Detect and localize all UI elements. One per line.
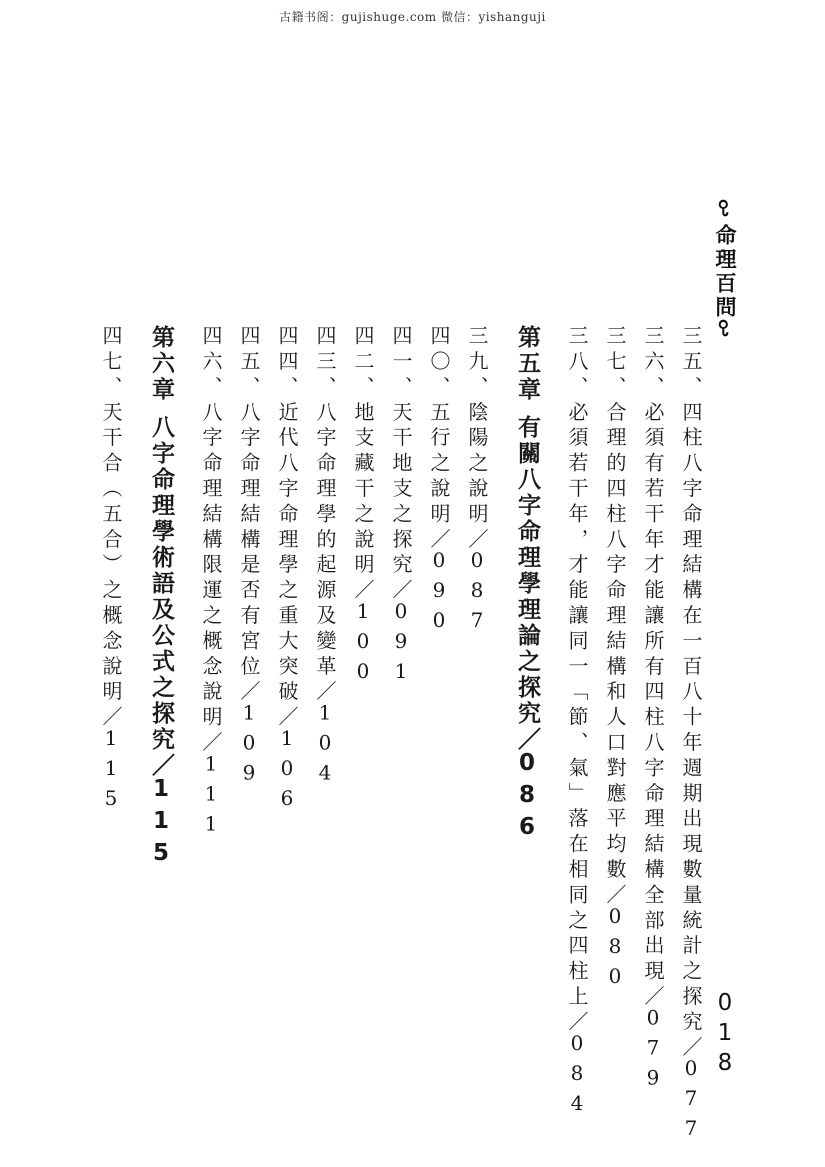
entry-separator: ／ <box>148 753 174 776</box>
entry-page-number: 109 <box>237 700 261 791</box>
entry-separator: ／ <box>465 528 489 549</box>
entry-separator: ／ <box>313 680 337 701</box>
entry-title: 四七、天干合（五合）之概念說明 <box>99 325 123 706</box>
chapter-heading <box>507 325 547 1105</box>
toc-entry <box>461 325 493 1105</box>
entry-page-number: 080 <box>603 903 627 994</box>
entry-title: 四五、八字命理結構是否有宮位 <box>237 325 261 681</box>
entry-separator: ／ <box>514 727 540 750</box>
entry-title: 四三、八字命理學的起源及變革 <box>313 325 337 681</box>
running-header: ꘫ命理百問ꘫ <box>713 200 738 344</box>
entry-page-number: 106 <box>275 726 299 816</box>
entry-title: 三七、合理的四柱八字命理結構和人口對應平均數 <box>603 325 627 884</box>
entry-title: 有關八字命理學理論之探究 <box>514 415 540 727</box>
toc-entry <box>233 325 265 1105</box>
entry-title: 四六、八字命理結構限運之概念說明 <box>199 325 223 732</box>
entry-separator: ／ <box>641 985 665 1006</box>
entry-page-number: 091 <box>389 599 413 689</box>
entry-page-number: 104 <box>313 700 337 791</box>
entry-page-number: 084 <box>565 1030 589 1121</box>
chapter-number: 第五章 <box>514 325 540 403</box>
entry-page-number: 087 <box>465 548 489 639</box>
entry-title: 三五、四柱八字命理結構在一百八十年週期出現數量統計之探究 <box>679 325 703 1037</box>
entry-title: 三八、必須若干年，才能讓同一「節、氣」落在相同之四柱上 <box>565 325 589 1011</box>
entry-page-number: 090 <box>427 548 451 639</box>
entry-page-number: 086 <box>514 750 540 846</box>
entry-title: 四〇、五行之說明 <box>427 325 451 529</box>
entry-page-number: 100 <box>351 599 375 689</box>
toc-entry <box>675 325 707 1147</box>
entry-separator: ／ <box>275 706 299 726</box>
entry-title: 三六、必須有若干年才能讓所有四柱八字命理結構全部出現 <box>641 325 665 986</box>
page-number: 018 <box>712 990 738 1080</box>
entry-separator: ／ <box>199 731 223 752</box>
toc-entry <box>385 325 417 1105</box>
entry-separator: ／ <box>427 528 451 549</box>
entry-page-number: 079 <box>641 1005 665 1096</box>
table-of-contents <box>95 325 707 1147</box>
entry-separator: ／ <box>565 1010 589 1031</box>
entry-title: 四一、天干地支之探究 <box>389 325 413 579</box>
entry-separator: ／ <box>603 883 627 904</box>
toc-entry <box>271 325 303 1105</box>
entry-separator: ／ <box>99 706 123 726</box>
toc-entry <box>95 325 127 1105</box>
entry-page-number: 077 <box>679 1056 703 1147</box>
entry-page-number: 115 <box>148 776 174 872</box>
entry-page-number: 111 <box>199 751 223 842</box>
entry-separator: ／ <box>351 579 375 599</box>
entry-separator: ／ <box>389 579 413 599</box>
entry-page-number: 115 <box>99 726 123 816</box>
chapter-number: 第六章 <box>148 325 174 403</box>
toc-entry <box>347 325 379 1105</box>
toc-entry <box>599 325 631 1105</box>
entry-title: 四四、近代八字命理學之重大突破 <box>275 325 299 706</box>
toc-entry <box>309 325 341 1105</box>
entry-title: 三九、陰陽之說明 <box>465 325 489 529</box>
chapter-heading <box>141 325 181 1105</box>
entry-separator: ／ <box>237 680 261 701</box>
toc-entry <box>561 325 593 1121</box>
toc-entry <box>423 325 455 1105</box>
entry-separator: ／ <box>679 1036 703 1057</box>
entry-title: 八字命理學術語及公式之探究 <box>148 415 174 753</box>
watermark: 古籍书阁：gujishuge.com 微信：yishanguji <box>279 10 546 24</box>
entry-title: 四二、地支藏干之說明 <box>351 325 375 579</box>
toc-entry <box>195 325 227 1105</box>
toc-entry <box>637 325 669 1105</box>
